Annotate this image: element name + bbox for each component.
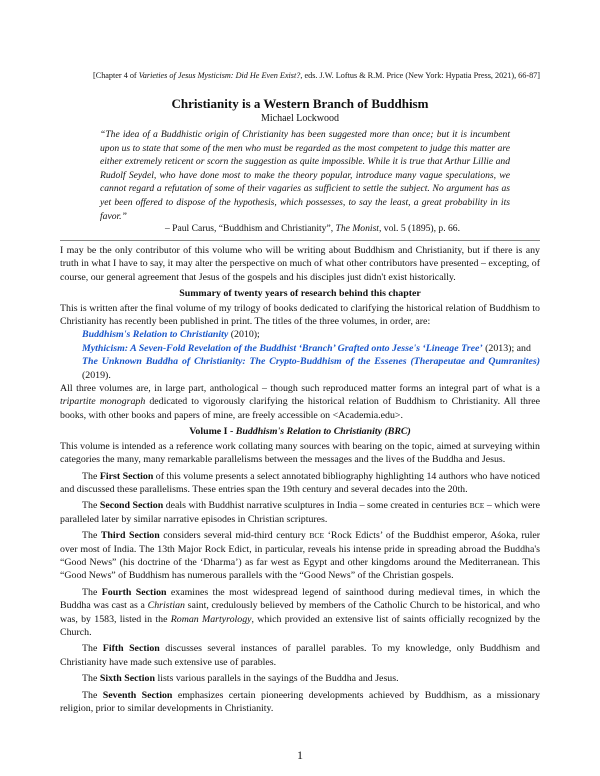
section-paragraph: The Second Section deals with Buddhist narrative sculptures in India – some created in centuries BCE – which were paralleled later by similar narrative episodes in Christian scriptures. (60, 500, 541, 525)
citation-book-title: Varieties of Jesus Mysticism: Did He Even Exist? (138, 71, 301, 80)
divider (60, 240, 540, 241)
intro-paragraph: I may be the only contributor of this volume who will be writing about Buddhism and Christianity, but if there is any truth in what I have to say, it may alter the perspective on much of what other contributors have presented – excepting, of course, our general agreement that Jesus of the gospels and his disciples just didn't exist historically. (60, 245, 540, 283)
epigraph-source: – Paul Carus, “Buddhism and Christianity”, The Monist, vol. 5 (1895), p. 66. (164, 223, 460, 234)
section-paragraph: The First Section of this volume presents a select annotated bibliography highlighting 14 authors who have noticed and discussed these parallelisms. These entries span the 19th century and several decades into the 20th. (60, 470, 540, 495)
citation-line: [Chapter 4 of Varieties of Jesus Mysticism: Did He Even Exist?, eds. J.W. Loftus & R.M. Price (New York: Hypatia Press, 2021), 66-87] (93, 71, 540, 80)
author-name: Michael Lockwood (260, 113, 340, 124)
chapter-title: Christianity is a Western Branch of Buddhism (171, 96, 429, 111)
section-paragraph: The Seventh Section emphasizes certain pioneering developments achieved by Buddhism, as a missionary religion, prior to similar developments in Christianity. (60, 689, 541, 714)
section-paragraph: The Sixth Section lists various parallels in the sayings of the Buddha and Jesus. (82, 673, 399, 685)
book-list-item: Buddhism's Relation to Christianity (2010); (82, 329, 260, 341)
section-paragraph: The Fifth Section discusses several instances of parallel parables. To my knowledge, only Buddhism and Christianity have made such extensive use of parables. (60, 643, 540, 668)
anthology-paragraph: All three volumes are, in large part, anthological – though such reproduced matter forms an integral part of what is a tripartite monograph dedicated to vigorously clarifying the historical relation of Buddhism to Christianity. All three books, with other books and papers of mine, are freely accessible on <Academia.edu>. (60, 383, 540, 421)
book-list-item: The Unknown Buddha of Christianity: The Crypto-Buddhism of the Essenes (Therapeutae and Qumranites) (2019). (82, 356, 540, 381)
section-paragraph: The Fourth Section examines the most widespread legend of sainthood during medieval times, in which the Buddha was cast as a Christian saint, credulously believed by members of the Catholic Church to be historical, and who was, by 1583, listed in the Roman Martyrology, which provided an extensive list of saints officially recognized by the Church. (60, 586, 540, 638)
book-link[interactable]: Buddhism's Relation to Christianity (82, 329, 229, 341)
epigraph-quote: “The idea of a Buddhistic origin of Christianity has been suggested more than once; but it is incumbent upon us to state that some of the men who must be regarded as the most competent to judge this matter are either extremely reticent or scorn the suggestion as quite impossible. While it is true that Arthur Lillie and Rudolf Seydel, who have done most to make the theory popular, introduce many vague speculations, we cannot regard a refutation of some of their vagaries as sufficient to settle the subject. No argument has as yet been offered to dispose of the hypothesis, which possesses, to say the least, a great probability in its favor.” (100, 129, 510, 222)
book-link[interactable]: The Unknown Buddha of Christianity: The Crypto-Buddhism of the Essenes (Therapeutae and Qumranites) (82, 356, 540, 368)
volume-heading: Volume I - Buddhism's Relation to Christianity (BRC) (189, 426, 411, 438)
body-text (60, 244, 540, 718)
summary-paragraph: This is written after the final volume of my trilogy of books dedicated to clarifying the historical relation of Buddhism to Christianity has recently been published in print. The titles of the three volumes, in order, are: (60, 302, 540, 328)
book-list-item: Mythicism: A Seven-Fold Revelation of the Buddhist ‘Branch’ Grafted onto Jesse's ‘Lineage Tree’ (2013); and (82, 342, 531, 354)
summary-heading: Summary of twenty years of research behind this chapter (179, 288, 421, 300)
volume-intro: This volume is intended as a reference work collating many sources with bearing on the topic, aimed at surveying within categories the many, many remarkable parallelisms between the messages and the lives of the Buddha and Jesus. (60, 440, 540, 466)
book-link[interactable]: Mythicism: A Seven-Fold Revelation of the Buddhist ‘Branch’ Grafted onto Jesse's ‘Lineage Tree’ (82, 342, 483, 354)
page-number: 1 (297, 748, 303, 762)
section-paragraph: The Third Section considers several mid-third century BCE ‘Rock Edicts’ of the Buddhist emperor, Aśoka, ruler over most of India. The 13th Major Rock Edict, in particular, reveals his intense pride in spreading abroad the Buddha's “Good News” (his doctrine of the ‘Dharma’) as far west as Egypt and other kingdoms around the Mediterranean. This “Good News” of Buddhism has numerous parallels with the “Good News” of the Christian gospels. (60, 530, 541, 582)
